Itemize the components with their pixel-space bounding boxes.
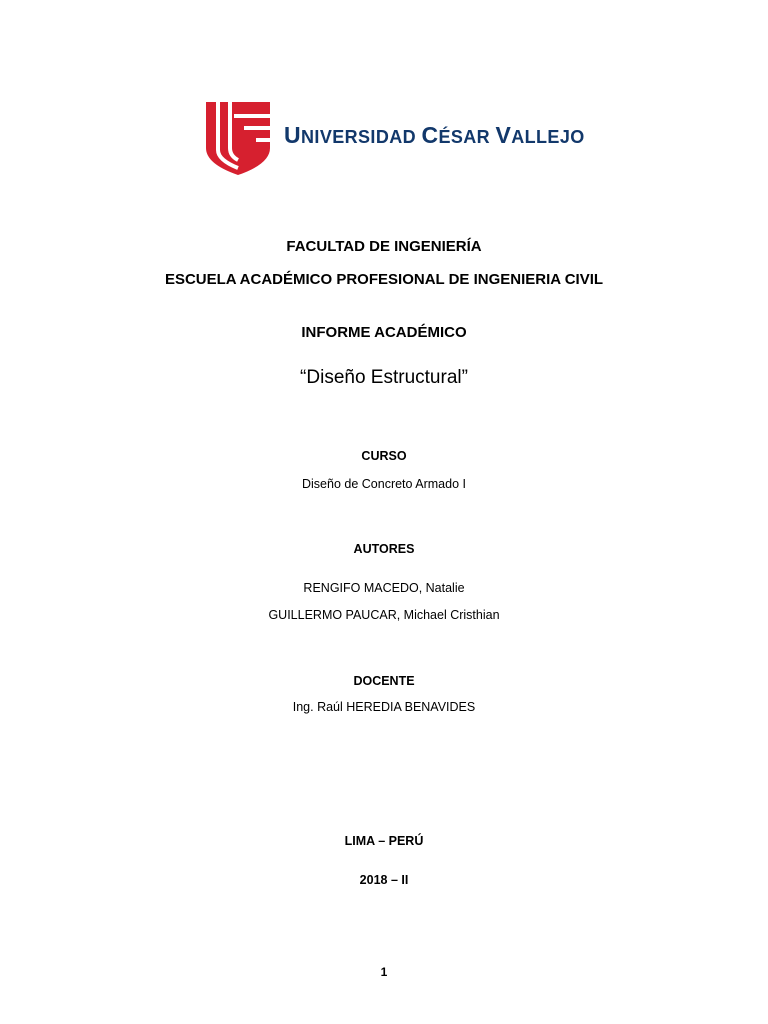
- university-logo: [204, 98, 584, 178]
- authors-label: AUTORES: [353, 542, 415, 556]
- period-text: 2018 – II: [359, 873, 409, 887]
- teacher-label: DOCENTE: [353, 674, 415, 688]
- author-name: GUILLERMO PAUCAR, Michael Cristhian: [268, 608, 500, 622]
- faculty-name: FACULTAD DE INGENIERÍA: [286, 238, 482, 255]
- report-type: INFORME ACADÉMICO: [301, 324, 467, 341]
- course-name: Diseño de Concreto Armado I: [302, 477, 466, 491]
- course-label: CURSO: [361, 449, 407, 463]
- school-name: ESCUELA ACADÉMICO PROFESIONAL DE INGENIERIA CIVIL: [164, 271, 604, 288]
- shield-icon: [204, 98, 272, 176]
- place-text: LIMA – PERÚ: [344, 834, 424, 848]
- page-number: 1: [380, 965, 388, 979]
- document-title: “Diseño Estructural”: [300, 367, 468, 388]
- author-name: RENGIFO MACEDO, Natalie: [303, 581, 465, 595]
- teacher-name: Ing. Raúl HEREDIA BENAVIDES: [292, 700, 476, 714]
- university-wordmark: UNIVERSIDAD CÉSAR VALLEJO: [284, 122, 585, 148]
